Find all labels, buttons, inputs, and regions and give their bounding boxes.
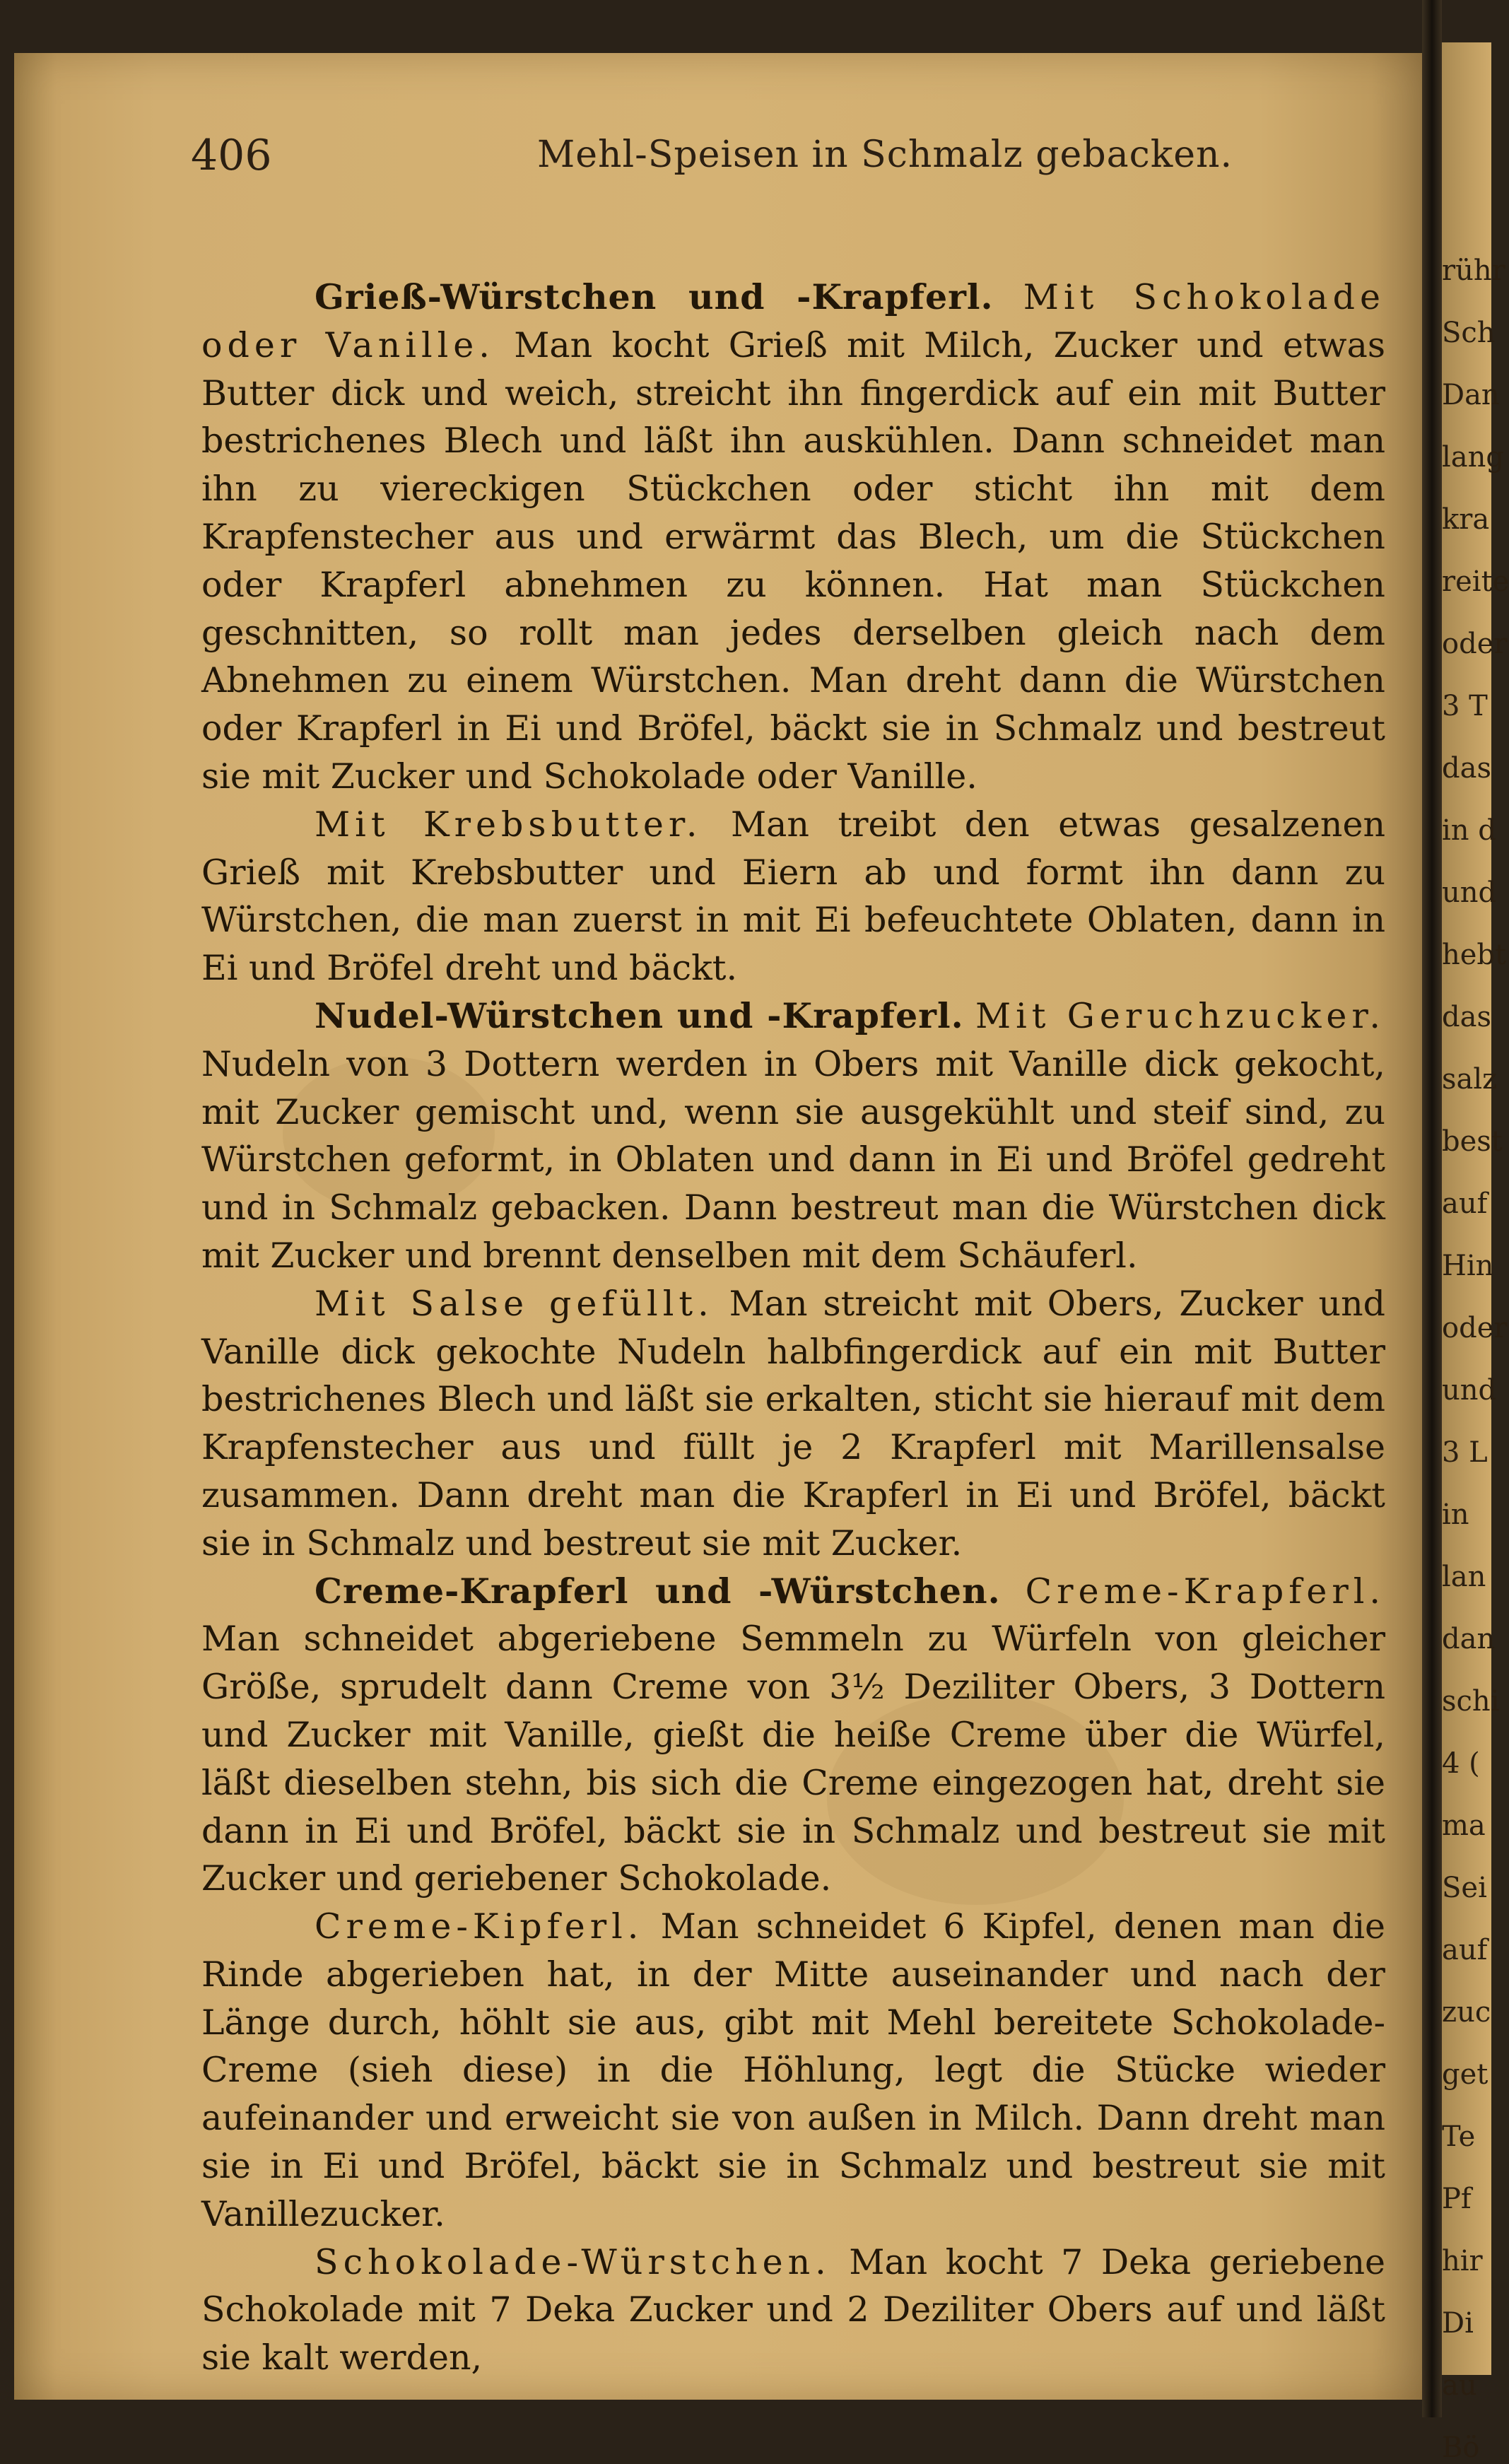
adjacent-page-fragment: lang <box>1442 441 1505 474</box>
adjacent-page-fragment: Bö <box>1442 2431 1480 2464</box>
adjacent-page-fragment: 3 T <box>1442 690 1488 722</box>
adjacent-page-fragment: in <box>1442 1498 1469 1531</box>
paragraph-creme-krapferl <box>201 1568 1385 1903</box>
adjacent-page-fragment: Te <box>1442 2120 1476 2153</box>
adjacent-page-fragment: lan <box>1442 1561 1486 1593</box>
adjacent-page-fragment: rühr <box>1442 254 1505 287</box>
subheading: Mit Krebsbutter. <box>315 804 703 845</box>
paragraph-griess <box>201 274 1385 801</box>
page-sheet <box>14 53 1428 2400</box>
book-gutter <box>1422 0 1442 2417</box>
body-text <box>201 274 1385 2382</box>
adjacent-page-fragment: schi <box>1442 1685 1500 1718</box>
adjacent-page-fragment: Sch <box>1442 317 1496 349</box>
subheading: Schokolade-Würstchen. <box>315 2241 831 2282</box>
paragraph-text: Man treibt den etwas gesalzenen Grieß mit Krebsbutter und Eiern ab und formt ihn dann zu Würstchen, die man zuerst in mit Ei befeuchtete Oblaten, dann in Ei und Bröfel dreht und bäckt. <box>201 804 1386 989</box>
page-number: 406 <box>191 131 272 180</box>
adjacent-page-fragment: 4 ( <box>1442 1747 1480 1780</box>
running-title: Mehl-Speisen in Schmalz gebacken. <box>537 134 1233 176</box>
page-header <box>14 131 1428 187</box>
adjacent-page-fragment: in d <box>1442 814 1496 847</box>
subheading: Mit Salse gefüllt. <box>315 1283 714 1324</box>
adjacent-page-fragment: auf <box>1442 1187 1488 1220</box>
section-heading: Nudel-Würstchen und -Krapferl. <box>315 995 964 1036</box>
adjacent-page-fragment: auf <box>1442 1934 1488 1966</box>
adjacent-page-fragment: das <box>1442 752 1491 785</box>
paragraph-text: Man kocht 7 Deka geriebene Schokolade mit 7 Deka Zucker und 2 Deziliter Obers auf und läßt sie kalt werden, <box>201 2241 1386 2378</box>
adjacent-page-fragment: dan <box>1442 1623 1496 1655</box>
adjacent-page-fragment: und <box>1442 876 1497 909</box>
paragraph-text: Man schneidet 6 Kipfel, denen man die Rinde abgerieben hat, in der Mitte auseinander und nach der Länge durch, höhlt sie aus, gibt mit Mehl bereitete Schokolade-Creme (sieh diese) in die Höhlung, legt die Stücke wieder aufeinander und erweicht sie von außen in Milch. Dann dreht man sie in Ei und Bröfel, bäckt sie in Schmalz und bestreut sie mit Vanillezucker. <box>201 1906 1386 2234</box>
subheading: Creme-Kipferl. <box>315 1906 644 1947</box>
adjacent-page-fragment: au <box>1442 2369 1477 2402</box>
paragraph-schokolade <box>201 2239 1385 2382</box>
adjacent-page-fragment: 3 L <box>1442 1436 1488 1469</box>
adjacent-page-fragment: get <box>1442 2058 1489 2091</box>
adjacent-page-fragment: und <box>1442 1374 1497 1407</box>
adjacent-page-fragment: oder <box>1442 1312 1508 1344</box>
adjacent-page-fragment: reite <box>1442 565 1509 598</box>
adjacent-page-fragment: hebt <box>1442 939 1507 971</box>
adjacent-page-fragment: ma <box>1442 1809 1486 1842</box>
paragraph-nudel <box>201 992 1385 1280</box>
paragraph-creme-kipferl <box>201 1903 1385 2239</box>
adjacent-page-fragment: hir <box>1442 2245 1483 2277</box>
adjacent-page-fragment: Di <box>1442 2307 1474 2340</box>
adjacent-page-fragment: best <box>1442 1125 1503 1158</box>
paragraph-text: Nudeln von 3 Dottern werden in Obers mit Vanille dick gekocht, mit Zucker gemischt und, wenn sie ausgekühlt und steif sind, zu Würstchen geformt, in Oblaten und dann in Ei und Bröfel gedreht und in Schmalz gebacken. Dann bestreut man die Würstchen dick mit Zucker und brennt denselben mit dem Schäuferl. <box>201 1043 1385 1276</box>
paragraph-salse <box>201 1280 1385 1568</box>
adjacent-page-fragment: kra <box>1442 503 1490 536</box>
adjacent-page-fragment: salz <box>1442 1063 1498 1096</box>
adjacent-page-fragment: oder <box>1442 628 1508 660</box>
adjacent-page-fragment: das <box>1442 1001 1491 1033</box>
paragraph-text: Man schneidet abgeriebene Semmeln zu Würfeln von gleicher Größe, sprudelt dann Creme von 3½ Deziliter Obers, 3 Dottern und Zucker mit Vanille, gießt die heiße Creme über die Würfel, läßt dieselben stehn, bis sich die Creme eingezogen hat, dreht sie dann in Ei und Bröfel, bäckt sie in Schmalz und bestreut sie mit Zucker und geriebener Schokolade. <box>201 1619 1385 1899</box>
paragraph-text: Man streicht mit Obers, Zucker und Vanille dick gekochte Nudeln halbfingerdick auf ein mit Butter bestrichenes Blech und läßt sie erkalten, sticht sie hierauf mit dem Krapfenstecher aus und füllt je 2 Krapferl mit Marillensalse zusammen. Dann dreht man die Krapferl in Ei und Bröfel, bäckt sie in Schmalz und bestreut sie mit Zucker. <box>201 1283 1385 1564</box>
paragraph-krebsbutter <box>201 801 1385 992</box>
adjacent-page-fragment: zuc <box>1442 1996 1491 2029</box>
adjacent-page-edge <box>1442 42 1509 2464</box>
section-heading: Creme-Krapferl und -Würstchen. <box>315 1570 1001 1612</box>
adjacent-page-fragment: Sei <box>1442 1872 1487 1904</box>
paragraph-text: Man kocht Grieß mit Milch, Zucker und etwas Butter dick und weich, streicht ihn fingerdick auf ein mit Butter bestrichenes Blech und läßt ihn auskühlen. Dann schneidet man ihn zu viereckigen Stückchen oder sticht ihn mit dem Krapfenstecher aus und erwärmt das Blech, um die Stückchen oder Krapferl abnehmen zu können. Hat man Stückchen geschnitten, so rollt man jedes derselben gleich nach dem Abnehmen zu einem Würstchen. Man dreht dann die Würstchen oder Krapferl in Ei und Bröfel, bäckt sie in Schmalz und bestreut sie mit Zucker und Schokolade oder Vanille. <box>201 324 1385 797</box>
subheading: Mit Schokolade oder Vanille. <box>201 277 1386 365</box>
adjacent-page-fragment: Hin <box>1442 1250 1494 1282</box>
section-heading: Grieß-Würstchen und -Krapferl. <box>315 276 994 317</box>
adjacent-page-fragment: Dan <box>1442 379 1500 411</box>
adjacent-page-fragment: Pf <box>1442 2183 1472 2215</box>
subheading: Mit Geruchzucker. <box>975 995 1386 1036</box>
subheading: Creme-Krapferl. <box>1025 1571 1386 1612</box>
